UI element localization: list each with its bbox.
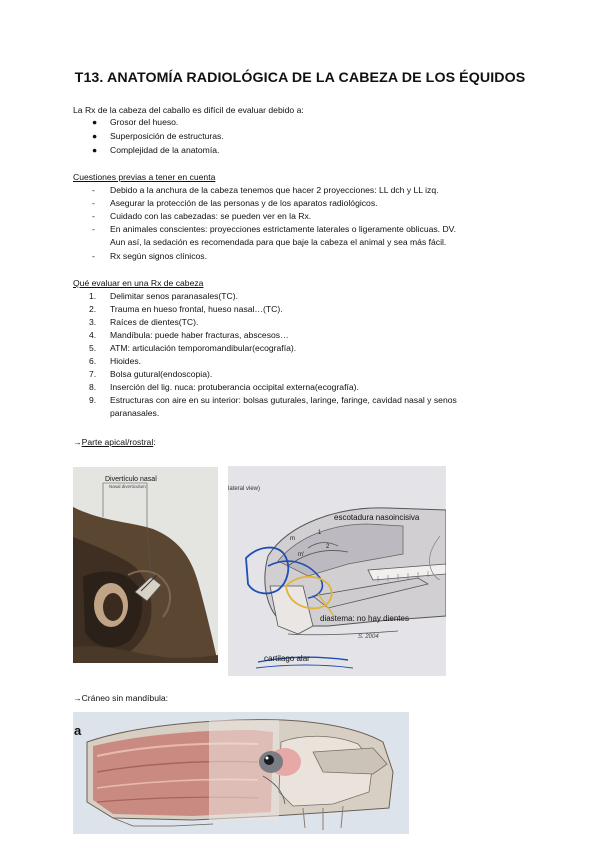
list-item: Mandíbula: puede haber fracturas, abscesos… xyxy=(110,330,289,340)
section-apical-colon: : xyxy=(153,437,156,447)
list-item: Debido a la anchura de la cabeza tenemos que hacer 2 proyecciones: LL dch y LL izq. xyxy=(110,185,439,195)
label-escotadura-nasoincisiva: escotadura nasoincisiva xyxy=(334,513,420,522)
dash-icon: - xyxy=(92,251,95,261)
evaluar-heading: Qué evaluar en una Rx de cabeza xyxy=(73,278,204,288)
list-item: ATM: articulación temporomandibular(ecografía). xyxy=(110,343,297,353)
label-diverticulo-nasal: Divertículo nasal xyxy=(105,476,157,483)
svg-text:1: 1 xyxy=(318,530,322,536)
list-item: Raíces de dientes(TC). xyxy=(110,317,199,327)
list-number: 7. xyxy=(89,369,97,379)
dash-icon: - xyxy=(92,211,95,221)
intro-text: La Rx de la cabeza del caballo es difícil de evaluar debido a: xyxy=(73,105,304,115)
figure-letter: a xyxy=(74,723,82,738)
figure-skull-without-mandible xyxy=(73,712,409,834)
list-number: 9. xyxy=(89,395,97,405)
list-item: Inserción del lig. nuca: protuberancia occipital externa(ecografía). xyxy=(110,382,359,392)
list-item: Rx según signos clínicos. xyxy=(110,251,207,261)
bullet-icon: ● xyxy=(92,117,98,127)
label-cartilago-alar: cartilago alar xyxy=(264,654,310,663)
list-item: Estructuras con aire en su interior: bolsas guturales, laringe, faringe, cavidad nasal y senos xyxy=(110,395,457,405)
list-item: Hioides. xyxy=(110,356,142,366)
list-number: 6. xyxy=(89,356,97,366)
list-item: Asegurar la protección de las personas y de los aparatos radiológicos. xyxy=(110,198,378,208)
svg-text:m': m' xyxy=(298,552,305,558)
label-nasal-diverticulum: Nasal diverticulum xyxy=(109,484,146,489)
figure-rostral-lateral-diagram xyxy=(228,466,446,676)
page-title: T13. ANATOMÍA RADIOLÓGICA DE LA CABEZA DE LOS ÉQUIDOS xyxy=(74,70,526,86)
figure-partial-edge xyxy=(426,536,440,580)
list-number: 8. xyxy=(89,382,97,392)
section-craneo-heading: →Cráneo sin mandíbula: xyxy=(73,693,169,703)
list-item: Bolsa gutural(endoscopia). xyxy=(110,369,213,379)
list-item: En animales conscientes: proyecciones estrictamente laterales o ligeramente oblicuas. DV. xyxy=(110,224,456,234)
list-item: Delimitar senos paranasales(TC). xyxy=(110,291,238,301)
list-number: 5. xyxy=(89,343,97,353)
list-item: Superposición de estructuras. xyxy=(110,131,224,141)
list-item: Cuidado con las cabezadas: se pueden ver en la Rx. xyxy=(110,211,312,221)
label-lateral-view: lateral view) xyxy=(228,486,261,492)
list-number: 2. xyxy=(89,304,97,314)
section-apical-label: Parte apical/rostral xyxy=(81,437,154,447)
figure-nasal-diverticulum xyxy=(73,467,218,663)
list-number: 1. xyxy=(89,291,97,301)
label-diastema: diastema: no hay dientes xyxy=(320,614,409,623)
dash-icon: - xyxy=(92,224,95,234)
list-number: 3. xyxy=(89,317,97,327)
bullet-icon: ● xyxy=(92,131,98,141)
cuestiones-heading: Cuestiones previas a tener en cuenta xyxy=(73,172,216,182)
section-apical-heading xyxy=(73,436,156,448)
partial-skull-fragment xyxy=(426,536,440,580)
list-item: Trauma en hueso frontal, hueso nasal…(TC). xyxy=(110,304,283,314)
horse-muzzle-illustration xyxy=(73,467,218,663)
skull-illustration xyxy=(73,712,409,834)
list-item: Grosor del hueso. xyxy=(110,117,179,127)
bullet-icon: ● xyxy=(92,145,98,155)
skull-rostral-illustration xyxy=(228,466,446,676)
dash-icon: - xyxy=(92,198,95,208)
list-item-continuation: Aun así, la sedación es recomendada para que baje la cabeza el animal y sea más fácil. xyxy=(110,237,447,247)
label-signature: S. 2004 xyxy=(358,634,379,640)
arrow-icon: → xyxy=(73,437,82,447)
svg-text:m: m xyxy=(290,536,295,542)
list-item-continuation: paranasales. xyxy=(110,408,160,418)
list-item: Complejidad de la anatomía. xyxy=(110,145,220,155)
list-number: 4. xyxy=(89,330,97,340)
dash-icon: - xyxy=(92,185,95,195)
svg-text:2: 2 xyxy=(326,544,330,550)
